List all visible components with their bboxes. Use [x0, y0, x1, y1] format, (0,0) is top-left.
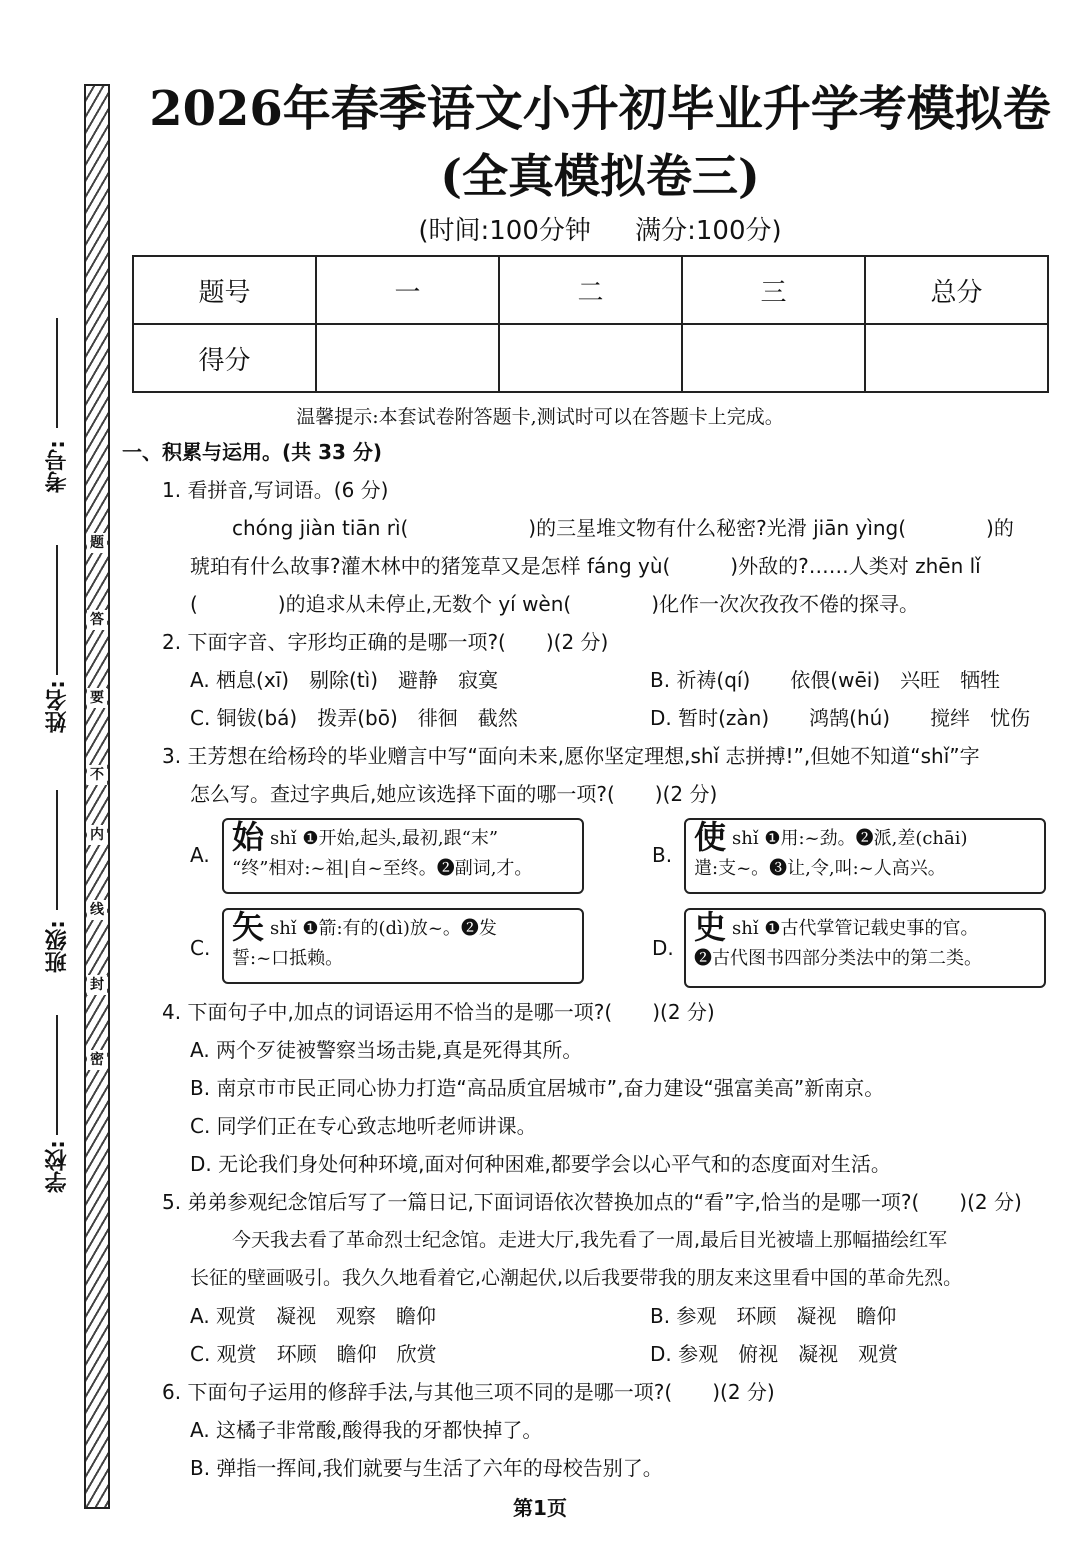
score-table-score-row [133, 324, 1048, 392]
student-id-label: 考号: [45, 440, 70, 493]
score-table [132, 255, 1049, 393]
exam-hint: 温馨提示:本套试卷附答题卡,测试时可以在答题卡上完成。 [296, 406, 784, 428]
dict-char: 始 [232, 818, 265, 856]
dict-line: 誓:~口抵赖。 [232, 948, 344, 969]
q1-line: 琥珀有什么故事?灌木林中的猪笼草又是怎样 fáng yù( )外敌的?……人类对 zhēn lǐ [190, 554, 981, 578]
q5-passage: 长征的壁画吸引。我久久地看着它,心潮起伏,以后我要带我的朋友来这里看中国的革命先烈。 [190, 1267, 963, 1289]
dict-option-label: B. [652, 843, 673, 867]
dict-line: ❷古代图书四部分类法中的第二类。 [694, 948, 982, 969]
question-stem: 1. 看拼音,写词语。(6 分) [162, 478, 389, 502]
exam-subtitle: (全真模拟卷三) [440, 149, 760, 203]
option-a: A. 两个歹徒被警察当场击毙,真是死得其所。 [190, 1038, 583, 1062]
option-b: B. 祈祷(qí) 依偎(wēi) 兴旺 牺牲 [650, 668, 1001, 692]
score-cell[interactable] [316, 324, 499, 392]
school-line [56, 1015, 58, 1135]
dict-line: shǐ ❶用:~劲。❷派,差(chāi) [732, 828, 968, 849]
school-label: 学校: [45, 1140, 70, 1193]
score-cell[interactable] [499, 324, 682, 392]
dict-line: 遣:支~。❸让,令,叫:~人高兴。 [694, 858, 946, 879]
q1-line: ( )的追求从未停止,无数个 yí wèn( )化作一次次孜孜不倦的探寻。 [190, 592, 920, 616]
dict-line: shǐ ❶开始,起头,最初,跟“末” [270, 828, 499, 849]
dict-char: 史 [694, 908, 727, 946]
dict-line: “终”相对:~祖|自~至终。❷副词,才。 [232, 858, 533, 879]
dict-line: shǐ ❶古代掌管记载史事的官。 [732, 918, 979, 939]
dict-char: 矢 [232, 908, 265, 946]
question-stem: 4. 下面句子中,加点的词语运用不恰当的是哪一项?( )(2 分) [162, 1000, 715, 1024]
dict-entry-b [684, 818, 1046, 894]
dict-entry-d [684, 908, 1046, 988]
score-cell[interactable] [682, 324, 865, 392]
option-c: C. 同学们正在专心致志地听老师讲课。 [190, 1114, 537, 1138]
class-line [56, 790, 58, 910]
score-header-cell: 总分 [865, 256, 1048, 324]
dict-entry-c [222, 908, 584, 984]
exam-title: 2026年春季语文小升初毕业升学考模拟卷 [149, 81, 1051, 137]
dict-entry-a [222, 818, 584, 894]
binding-word: 答 [87, 610, 107, 630]
score-header-cell: 二 [499, 256, 682, 324]
binding-word: 内 [87, 825, 107, 845]
binding-hatched-strip [84, 84, 110, 1509]
dict-char: 使 [694, 818, 727, 856]
score-cell[interactable] [865, 324, 1048, 392]
score-header-cell: 一 [316, 256, 499, 324]
binding-word: 线 [87, 900, 107, 920]
option-d: D. 无论我们身处何种环境,面对何种困难,都要学会以心平气和的态度面对生活。 [190, 1152, 891, 1176]
option-a: A. 观赏 凝视 观察 瞻仰 [190, 1304, 437, 1328]
exam-timing [120, 210, 1080, 247]
class-label: 班级: [45, 920, 70, 973]
time-limit: (时间:100分钟 [418, 216, 591, 246]
option-b: B. 南京市市民正同心协力打造“高品质宜居城市”,奋力建设“强富美高”新南京。 [190, 1076, 885, 1100]
q1-line: chóng jiàn tiān rì( )的三星堆文物有什么秘密?光滑 jiān yìng( )的 [232, 516, 1014, 540]
score-header-cell: 三 [682, 256, 865, 324]
binding-word: 不 [87, 765, 107, 785]
binding-word: 要 [87, 688, 107, 708]
option-d: D. 暂时(zàn) 鸿鹄(hú) 搅绊 忧伤 [650, 706, 1031, 730]
option-c: C. 铜钹(bá) 拨弄(bō) 徘徊 截然 [190, 706, 518, 730]
option-b: B. 弹指一挥间,我们就要与生活了六年的母校告别了。 [190, 1456, 663, 1480]
score-row-label: 得分 [133, 324, 316, 392]
question-stem: 3. 王芳想在给杨玲的毕业赠言中写“面向未来,愿你坚定理想,shǐ 志拼搏!”,但她不知道“shǐ”字 [162, 744, 980, 768]
dict-option-label: C. [190, 936, 211, 960]
option-b: B. 参观 环顾 凝视 瞻仰 [650, 1304, 897, 1328]
binding-word: 题 [87, 533, 107, 553]
option-a: A. 栖息(xī) 剔除(tì) 避静 寂寞 [190, 668, 499, 692]
score-header-cell: 题号 [133, 256, 316, 324]
question-stem: 5. 弟弟参观纪念馆后写了一篇日记,下面词语依次替换加点的“看”字,恰当的是哪一项?( )(2 分) [162, 1190, 1022, 1214]
binding-word: 密 [87, 1050, 107, 1070]
option-c: C. 观赏 环顾 瞻仰 欣赏 [190, 1342, 437, 1366]
dict-line: shǐ ❶箭:有的(dì)放~。❷发 [270, 918, 497, 939]
score-table-header-row [133, 256, 1048, 324]
question-stem: 2. 下面字音、字形均正确的是哪一项?( )(2 分) [162, 630, 609, 654]
dict-option-label: D. [652, 936, 674, 960]
name-label: 姓名: [45, 680, 70, 733]
option-a: A. 这橘子非常酸,酸得我的牙都快掉了。 [190, 1418, 543, 1442]
question-stem-cont: 怎么写。查过字典后,她应该选择下面的哪一项?( )(2 分) [190, 782, 718, 806]
binding-word: 封 [87, 975, 107, 995]
question-stem: 6. 下面句子运用的修辞手法,与其他三项不同的是哪一项?( )(2 分) [162, 1380, 775, 1404]
option-d: D. 参观 俯视 凝视 观赏 [650, 1342, 899, 1366]
q5-passage: 今天我去看了革命烈士纪念馆。走进大厅,我先看了一周,最后目光被墙上那幅描绘红军 [232, 1229, 948, 1251]
name-line [56, 545, 58, 675]
dict-option-label: A. [190, 843, 210, 867]
section-title: 一、积累与运用。(共 33 分) [122, 440, 383, 464]
page-number: 第1页 [513, 1496, 567, 1520]
full-score: 满分:100分) [635, 216, 782, 246]
